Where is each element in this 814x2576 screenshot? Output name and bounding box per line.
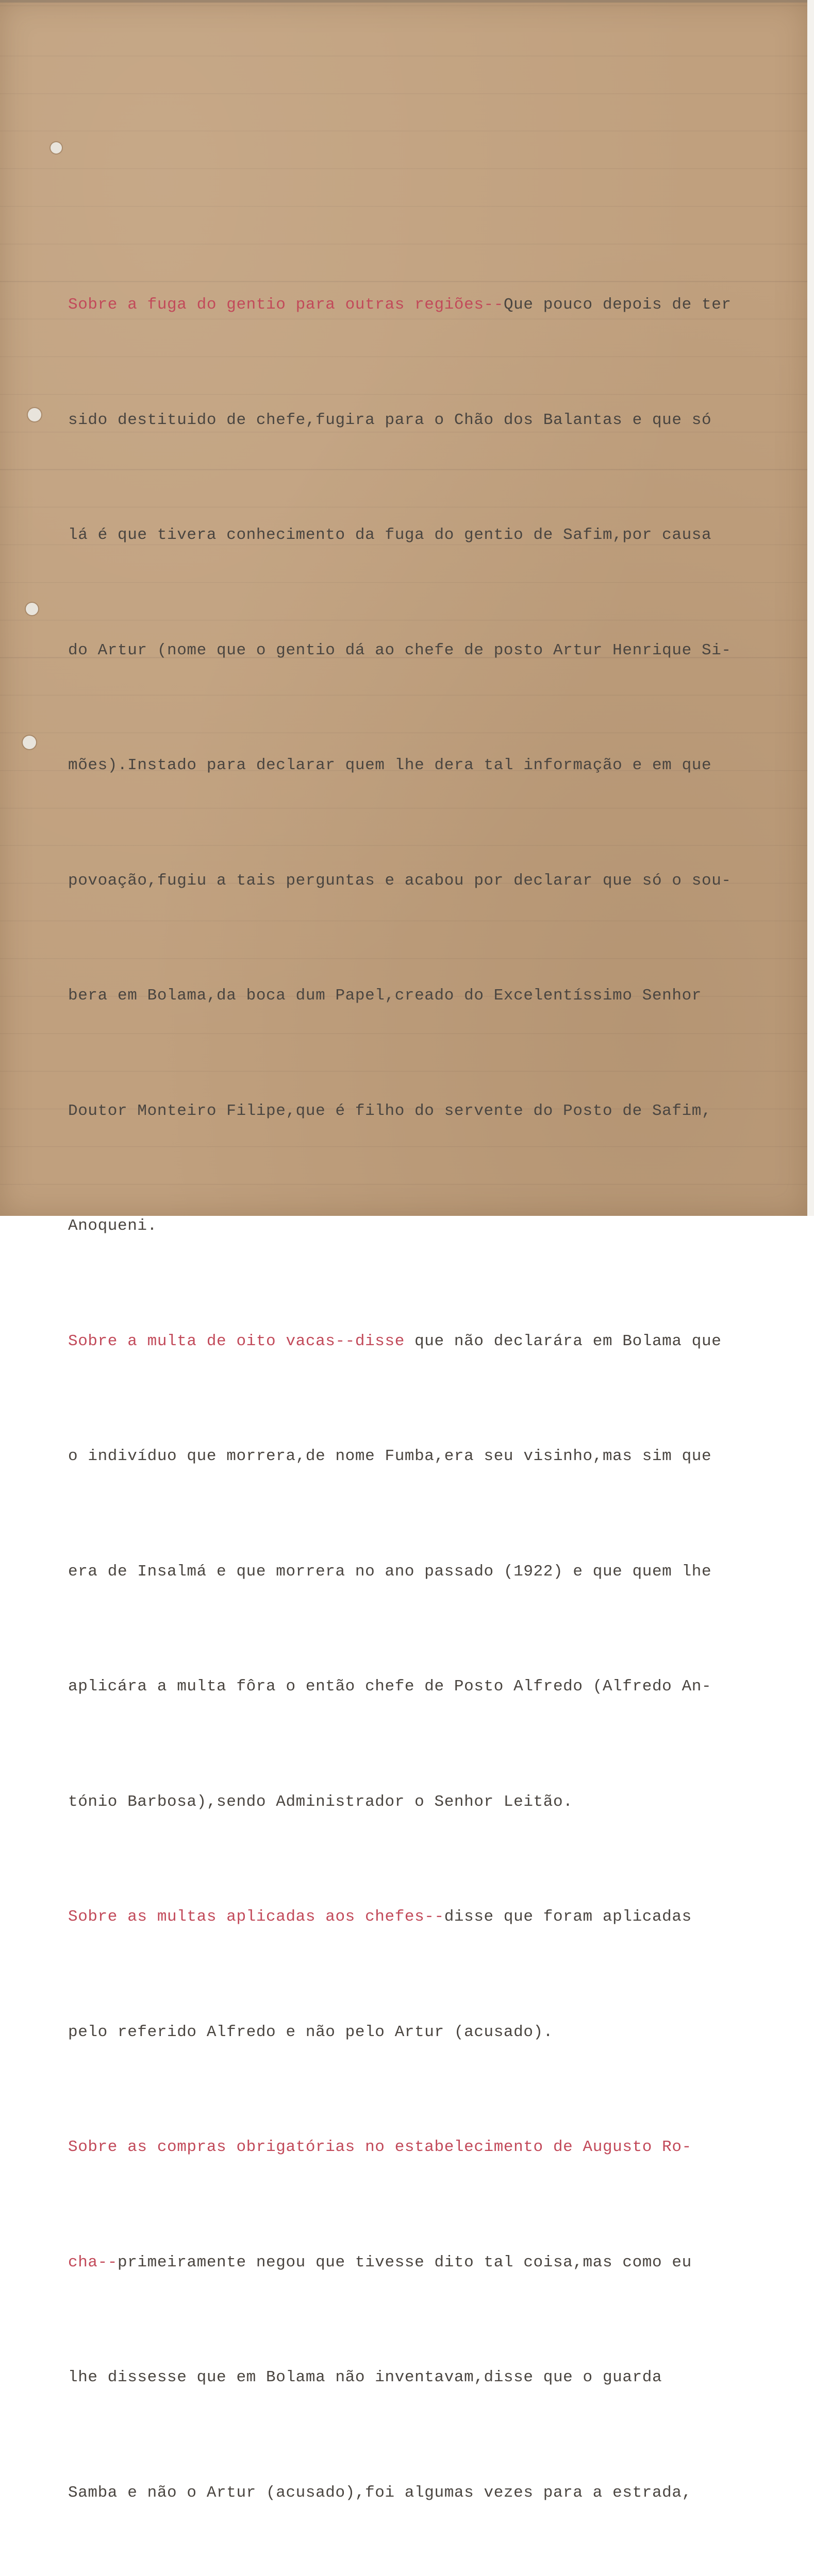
line-text: mões).Instado para declarar quem lhe dera tal informação e em que bbox=[68, 756, 712, 774]
text-line bbox=[68, 747, 774, 785]
text-line bbox=[68, 401, 774, 440]
line-text: Samba e não o Artur (acusado),foi algumas vezes para a estrada, bbox=[68, 2483, 692, 2502]
text-line bbox=[68, 1898, 774, 1937]
text-line bbox=[68, 286, 774, 325]
text-line bbox=[68, 1668, 774, 1706]
line-text: Doutor Monteiro Filipe,que é filho do servente do Posto de Safim, bbox=[68, 1101, 712, 1120]
section-heading: Sobre as compras obrigatórias no estabelecimento de Augusto Ro- bbox=[68, 2138, 692, 2156]
punch-hole bbox=[26, 603, 38, 615]
text-line bbox=[68, 516, 774, 555]
section-heading: cha-- bbox=[68, 2253, 118, 2272]
line-text: sido destituido de chefe,fugira para o Chão dos Balantas e que só bbox=[68, 411, 712, 429]
page-top-edge bbox=[0, 0, 807, 3]
line-text: era de Insalmá e que morrera no ano passado (1922) e que quem lhe bbox=[68, 1562, 712, 1581]
text-line bbox=[68, 1553, 774, 1591]
section-heading: Sobre as multas aplicadas aos chefes-- bbox=[68, 1908, 444, 1926]
line-text: que não declarára em Bolama que bbox=[404, 1332, 722, 1350]
line-text: lhe dissesse que em Bolama não inventavam,disse que o guarda bbox=[68, 2368, 662, 2386]
line-text: lá é que tivera conhecimento da fuga do gentio de Safim,por causa bbox=[68, 526, 712, 544]
text-line bbox=[68, 977, 774, 1015]
text-line bbox=[68, 2474, 774, 2513]
line-text: pelo referido Alfredo e não pelo Artur (acusado). bbox=[68, 2023, 553, 2041]
line-text: disse que foram aplicadas bbox=[444, 1908, 692, 1926]
text-line bbox=[68, 1437, 774, 1476]
punch-hole bbox=[28, 408, 41, 421]
section-heading: Sobre a multa de oito vacas--disse bbox=[68, 1332, 405, 1350]
text-line bbox=[68, 1323, 774, 1361]
page-margin bbox=[807, 0, 814, 1216]
punch-hole bbox=[51, 142, 62, 154]
punch-hole bbox=[23, 736, 36, 749]
text-line bbox=[68, 2013, 774, 2052]
text-line bbox=[68, 1207, 774, 1246]
text-line bbox=[68, 632, 774, 670]
line-text: povoação,fugiu a tais perguntas e acabou por declarar que só o sou- bbox=[68, 871, 732, 890]
text-line bbox=[68, 2128, 774, 2167]
line-text: Anoqueni. bbox=[68, 1217, 157, 1235]
text-line bbox=[68, 2244, 774, 2282]
line-text: Que pouco depois de ter bbox=[503, 296, 732, 314]
line-text: do Artur (nome que o gentio dá ao chefe de posto Artur Henrique Si- bbox=[68, 641, 732, 659]
line-text: bera em Bolama,da boca dum Papel,creado do Excelentíssimo Senhor bbox=[68, 987, 702, 1005]
section-heading: Sobre a fuga do gentio para outras regiões-- bbox=[68, 296, 504, 314]
line-text: aplicára a multa fôra o então chefe de Posto Alfredo (Alfredo An- bbox=[68, 1677, 712, 1696]
text-line bbox=[68, 862, 774, 901]
line-text: primeiramente negou que tivesse dito tal coisa,mas como eu bbox=[118, 2253, 692, 2272]
text-line bbox=[68, 1783, 774, 1822]
text-line bbox=[68, 1092, 774, 1131]
line-text: o indivíduo que morrera,de nome Fumba,era seu visinho,mas sim que bbox=[68, 1447, 712, 1465]
text-line bbox=[68, 2359, 774, 2397]
typed-text-body bbox=[68, 209, 774, 2576]
line-text: tónio Barbosa),sendo Administrador o Senhor Leitão. bbox=[68, 1792, 573, 1811]
